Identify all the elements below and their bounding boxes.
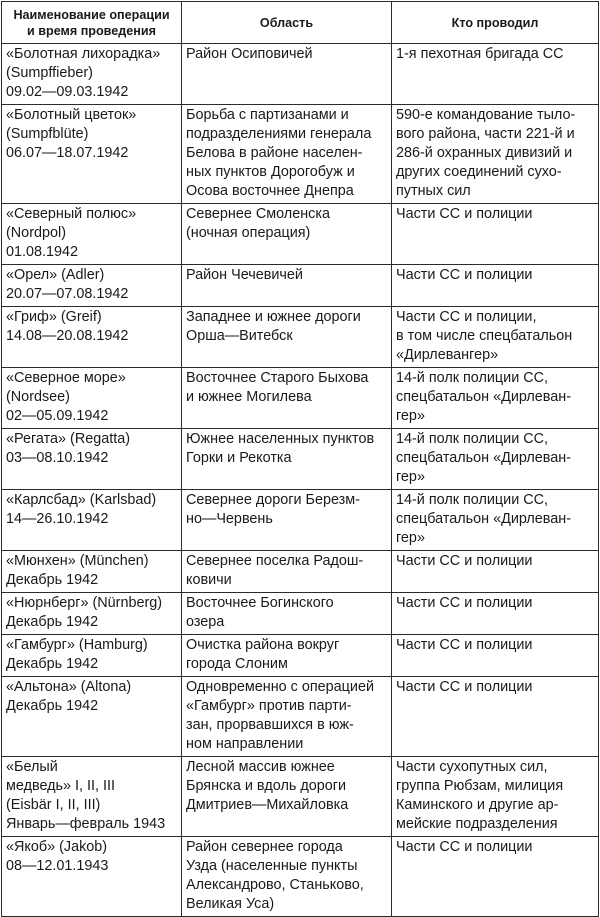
conducted-by-cell: Части СС и полиции: [392, 593, 599, 635]
table-row: [2, 429, 599, 490]
table-body: [2, 44, 599, 917]
table-row: [2, 593, 599, 635]
operations-table: [1, 1, 599, 917]
operation-cell: «Мюнхен» (München) Декабрь 1942: [2, 551, 182, 593]
operation-cell: «Орел» (Adler) 20.07—07.08.1942: [2, 265, 182, 307]
conducted-by-cell: 590-е командование тыло- вого района, части 221-й и 286-й охранных дивизий и других соединений сухо- путных сил: [392, 105, 599, 204]
area-cell: Севернее поселка Радош- ковичи: [182, 551, 392, 593]
conducted-by-cell: Части сухопутных сил, группа Рюбзам, милиция Каминского и другие ар- мейские подразделения: [392, 757, 599, 837]
area-cell: Восточнее Старого Быхова и южнее Могилева: [182, 368, 392, 429]
conducted-by-cell: 14-й полк полиции СС, спецбатальон «Дирлеван- гер»: [392, 368, 599, 429]
table-row: [2, 44, 599, 105]
conducted-by-cell: Части СС и полиции: [392, 677, 599, 757]
header-operation: Наименование операции и время проведения: [2, 2, 182, 44]
table-row: [2, 265, 599, 307]
area-cell: Район Осиповичей: [182, 44, 392, 105]
area-cell: Восточнее Богинского озера: [182, 593, 392, 635]
table-row: [2, 551, 599, 593]
operation-cell: «Альтона» (Altona) Декабрь 1942: [2, 677, 182, 757]
area-cell: Севернее Смоленска (ночная операция): [182, 204, 392, 265]
area-cell: Район Чечевичей: [182, 265, 392, 307]
operation-cell: «Гриф» (Greif) 14.08—20.08.1942: [2, 307, 182, 368]
operation-cell: «Якоб» (Jakob) 08—12.01.1943: [2, 837, 182, 917]
area-cell: Одновременно с операцией «Гамбург» против парти- зан, прорвавшихся в юж- ном направлении: [182, 677, 392, 757]
table-row: [2, 837, 599, 917]
table-row: [2, 368, 599, 429]
area-cell: Лесной массив южнее Брянска и вдоль дороги Дмитриев—Михайловка: [182, 757, 392, 837]
operation-cell: «Белый медведь» I, II, III (Eisbär I, II, III) Январь—февраль 1943: [2, 757, 182, 837]
operation-cell: «Гамбург» (Hamburg) Декабрь 1942: [2, 635, 182, 677]
conducted-by-cell: 14-й полк полиции СС, спецбатальон «Дирлеван- гер»: [392, 429, 599, 490]
table-row: [2, 105, 599, 204]
header-conducted-by: Кто проводил: [392, 2, 599, 44]
conducted-by-cell: 14-й полк полиции СС, спецбатальон «Дирлеван- гер»: [392, 490, 599, 551]
table-row: [2, 490, 599, 551]
header-row: [2, 2, 599, 44]
operation-cell: «Карлсбад» (Karlsbad) 14—26.10.1942: [2, 490, 182, 551]
area-cell: Борьба с партизанами и подразделениями генерала Белова в районе населен- ных пунктов Дорогобуж и Осова восточнее Днепра: [182, 105, 392, 204]
table-row: [2, 757, 599, 837]
conducted-by-cell: Части СС и полиции: [392, 551, 599, 593]
table-header: [2, 2, 599, 44]
conducted-by-cell: Части СС и полиции: [392, 265, 599, 307]
operation-cell: «Регата» (Regatta) 03—08.10.1942: [2, 429, 182, 490]
area-cell: Южнее населенных пунктов Горки и Рекотка: [182, 429, 392, 490]
operation-cell: «Нюрнберг» (Nürnberg) Декабрь 1942: [2, 593, 182, 635]
operation-cell: «Болотный цветок» (Sumpfblüte) 06.07—18.07.1942: [2, 105, 182, 204]
table-row: [2, 307, 599, 368]
conducted-by-cell: Части СС и полиции: [392, 635, 599, 677]
table-row: [2, 204, 599, 265]
operation-cell: «Болотная лихорадка» (Sumpffieber) 09.02—09.03.1942: [2, 44, 182, 105]
operation-cell: «Северный полюс» (Nordpol) 01.08.1942: [2, 204, 182, 265]
table-row: [2, 635, 599, 677]
area-cell: Западнее и южнее дороги Орша—Витебск: [182, 307, 392, 368]
conducted-by-cell: Части СС и полиции: [392, 837, 599, 917]
area-cell: Севернее дороги Березм- но—Червень: [182, 490, 392, 551]
area-cell: Очистка района вокруг города Слоним: [182, 635, 392, 677]
table-row: [2, 677, 599, 757]
conducted-by-cell: Части СС и полиции, в том числе спецбатальон «Дирлевангер»: [392, 307, 599, 368]
conducted-by-cell: 1-я пехотная бригада СС: [392, 44, 599, 105]
header-area: Область: [182, 2, 392, 44]
area-cell: Район севернее города Узда (населенные пункты Александрово, Станьково, Великая Уса): [182, 837, 392, 917]
operation-cell: «Северное море» (Nordsee) 02—05.09.1942: [2, 368, 182, 429]
conducted-by-cell: Части СС и полиции: [392, 204, 599, 265]
